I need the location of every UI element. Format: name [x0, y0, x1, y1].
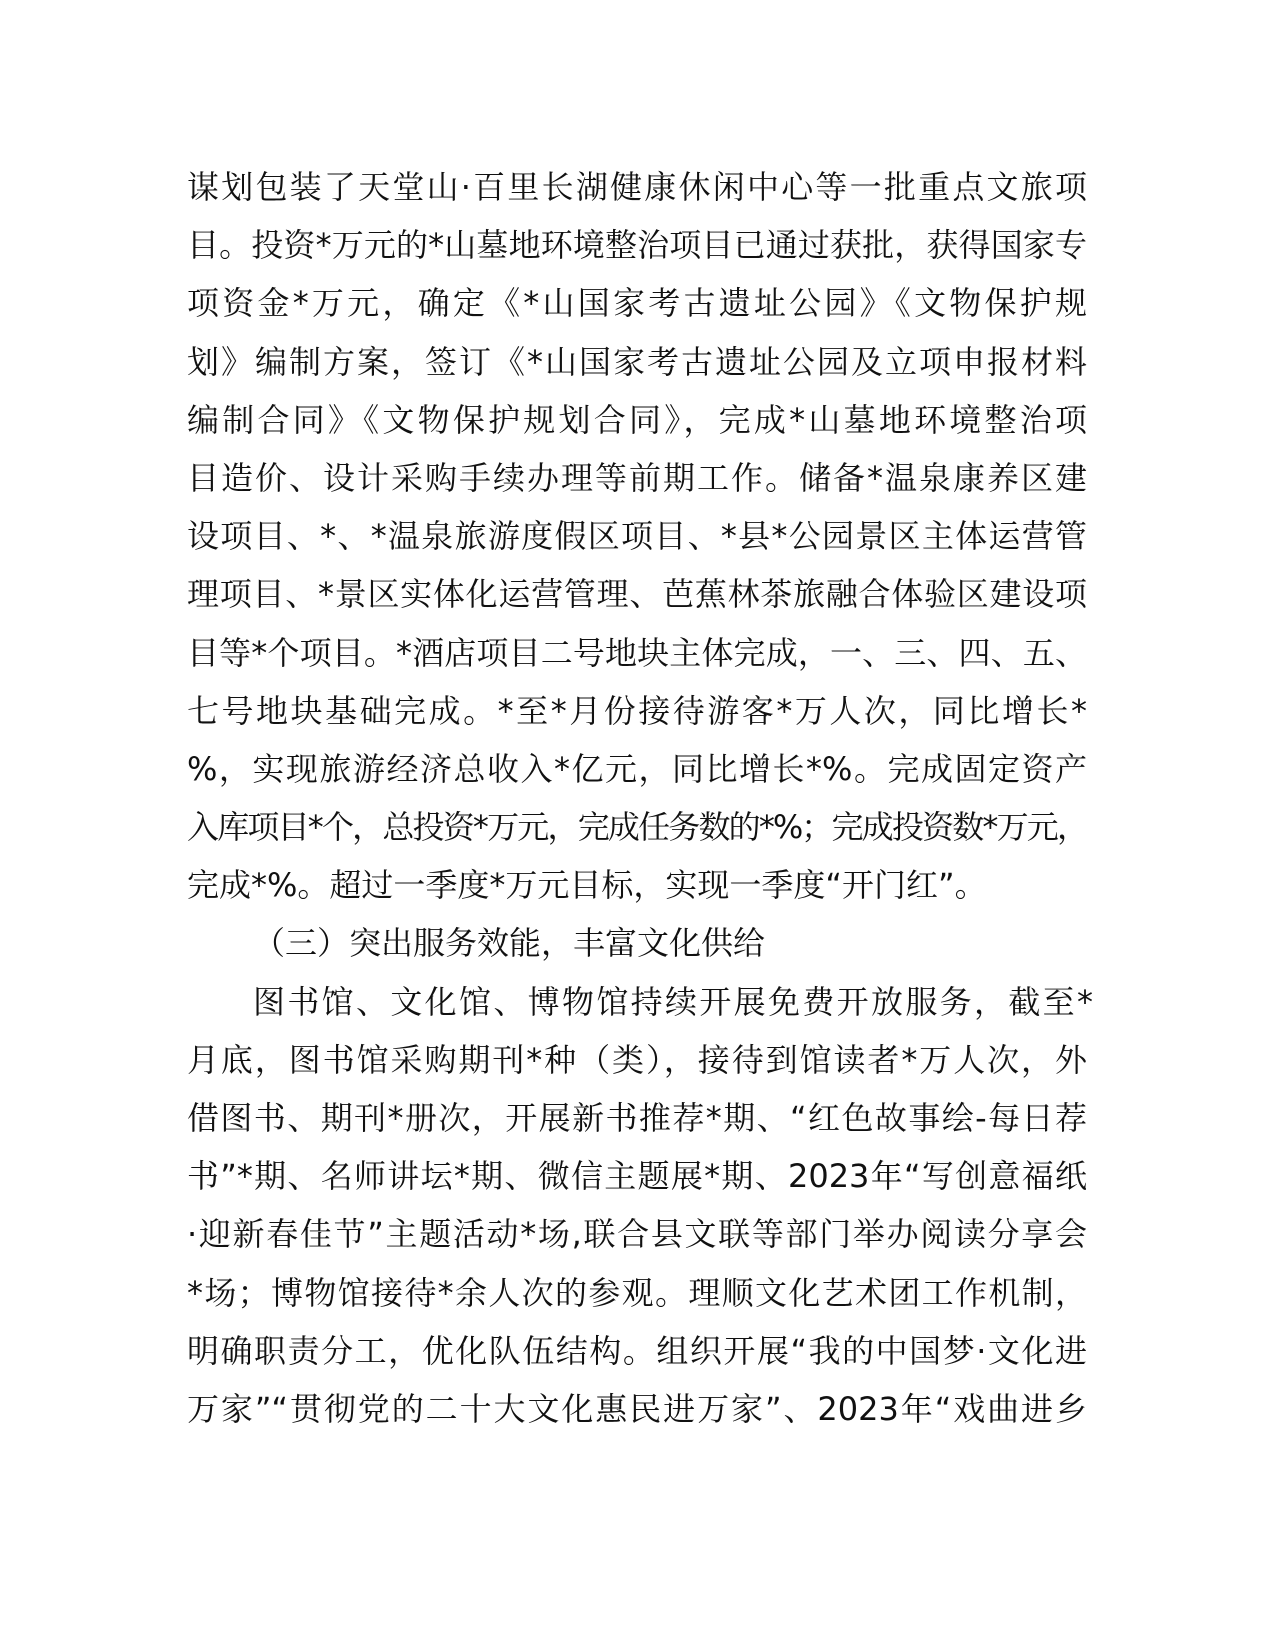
text-line: 划》编制方案，签订《*山国家考古遗址公园及立项申报材料 [187, 342, 1087, 381]
text-line: ·迎新春佳节”主题活动*场,联合县文联等部门举办阅读分享会 [187, 1215, 1087, 1254]
text-line: 书”*期、名师讲坛*期、微信主题展*期、2023年“写创意福纸 [187, 1157, 1087, 1196]
text-line: 完成*%。超过一季度*万元目标，实现一季度“开门红”。 [187, 866, 987, 905]
text-line: 入库项目*个，总投资*万元，完成任务数的*%；完成投资数*万元， [187, 808, 1087, 847]
text-line: 月底，图书馆采购期刊*种（类），接待到馆读者*万人次，外 [187, 1040, 1087, 1079]
text-line: 项资金*万元，确定《*山国家考古遗址公园》《文物保护规 [187, 284, 1087, 323]
text-line: *场；博物馆接待*余人次的参观。理顺文化艺术团工作机制， [187, 1273, 1087, 1312]
text-line: 目造价、设计采购手续办理等前期工作。储备*温泉康养区建 [187, 458, 1087, 497]
text-line: 七号地块基础完成。*至*月份接待游客*万人次，同比增长* [187, 691, 1087, 730]
text-line: 编制合同》《文物保护规划合同》，完成*山墓地环境整治项 [187, 400, 1087, 439]
document-body [187, 158, 1087, 1438]
text-line: %，实现旅游经济总收入*亿元，同比增长*%。完成固定资产 [187, 749, 1087, 788]
text-line: 谋划包装了天堂山·百里长湖健康休闲中心等一批重点文旅项 [187, 168, 1087, 206]
text-line: 万家”“贯彻党的二十大文化惠民进万家”、2023年“戏曲进乡 [187, 1389, 1087, 1428]
text-line: 目。投资*万元的*山墓地环境整治项目已通过获批，获得国家专 [187, 226, 1087, 265]
text-line: 设项目、*、*温泉旅游度假区项目、*县*公园景区主体运营管 [187, 517, 1087, 556]
text-line: 目等*个项目。*酒店项目二号地块主体完成，一、三、四、五、 [187, 633, 1087, 672]
section-heading: （三）突出服务效能，丰富文化供给 [253, 924, 766, 963]
text-line: 图书馆、文化馆、博物馆持续开展免费开放服务，截至* [253, 982, 1087, 1021]
text-line: 明确职责分工，优化队伍结构。组织开展“我的中国梦·文化进 [187, 1331, 1087, 1370]
text-line: 理项目、*景区实体化运营管理、芭蕉林茶旅融合体验区建设项 [187, 575, 1087, 614]
text-line: 借图书、期刊*册次，开展新书推荐*期、“红色故事绘-每日荐 [187, 1099, 1087, 1137]
